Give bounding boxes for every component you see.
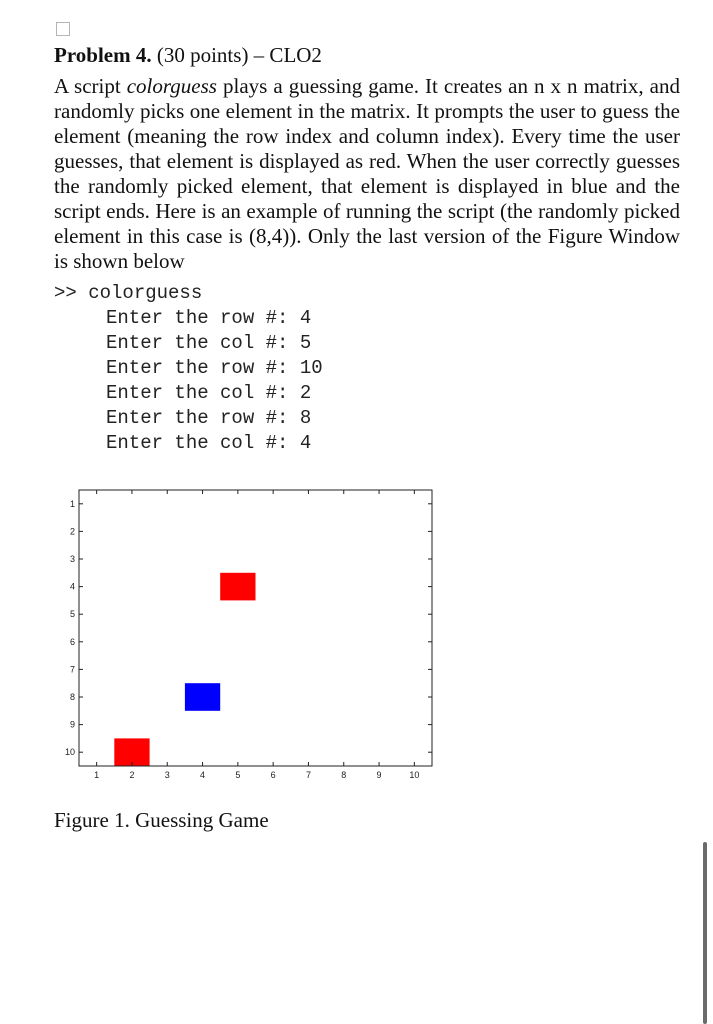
y-tick-label: 10 xyxy=(64,747,75,758)
console-output xyxy=(54,281,323,456)
y-tick-label: 3 xyxy=(69,554,75,564)
plot-area xyxy=(79,490,432,766)
figure-window xyxy=(54,478,438,793)
problem-number: Problem 4. xyxy=(54,43,152,67)
console-command: >> colorguess xyxy=(54,282,203,304)
description-part-2: plays a guessing game. It creates an n x n matrix, and randomly picks one element in the matrix. It prompts the user to guess the element (meaning the row index and column index). Every time the user guesses, that element is displayed as red. When the user correctly guesses the randomly picked element, that element is displayed in blue and the script ends. Here is an example of running the script (the randomly picked element in this case is (8,4)). Only the last version of the Figure Window is shown below xyxy=(54,74,680,273)
x-tick-label: 1 xyxy=(94,770,100,780)
y-tick-label: 8 xyxy=(69,692,75,702)
y-tick-label: 1 xyxy=(69,498,75,509)
checkbox-icon[interactable] xyxy=(56,22,70,36)
console-line: Enter the col #: 4 xyxy=(106,432,312,454)
guessing-game-plot xyxy=(54,478,438,788)
console-line: Enter the col #: 5 xyxy=(106,332,312,354)
console-line: Enter the row #: 10 xyxy=(106,357,323,379)
cell-r10-c2 xyxy=(114,738,149,766)
figure-caption: Figure 1. Guessing Game xyxy=(54,808,269,832)
x-tick-label: 5 xyxy=(235,770,241,780)
cell-r4-c5 xyxy=(220,573,255,601)
problem-points: (30 points) – CLO2 xyxy=(156,43,322,67)
x-tick-label: 8 xyxy=(341,770,347,780)
scrollbar[interactable] xyxy=(703,842,707,1024)
y-tick-label: 5 xyxy=(69,609,75,620)
y-tick-label: 7 xyxy=(69,664,75,675)
problem-description xyxy=(54,74,680,274)
console-line: Enter the col #: 2 xyxy=(106,382,312,404)
y-tick-label: 4 xyxy=(69,581,75,592)
x-tick-label: 6 xyxy=(270,770,276,780)
console-line: Enter the row #: 8 xyxy=(106,407,312,429)
x-tick-label: 9 xyxy=(376,770,382,780)
y-tick-label: 6 xyxy=(69,636,75,647)
y-tick-label: 9 xyxy=(69,719,75,730)
description-part-1: A script xyxy=(54,74,127,98)
x-tick-label: 2 xyxy=(129,770,135,780)
script-name: colorguess xyxy=(126,74,217,98)
console-line: Enter the row #: 4 xyxy=(106,307,312,329)
x-tick-label: 4 xyxy=(200,770,206,780)
x-tick-label: 3 xyxy=(164,770,170,780)
problem-heading xyxy=(54,41,322,69)
cell-r8-c4 xyxy=(185,683,220,711)
x-tick-label: 7 xyxy=(305,770,311,780)
y-tick-label: 2 xyxy=(69,526,75,537)
x-tick-label: 10 xyxy=(409,770,420,780)
